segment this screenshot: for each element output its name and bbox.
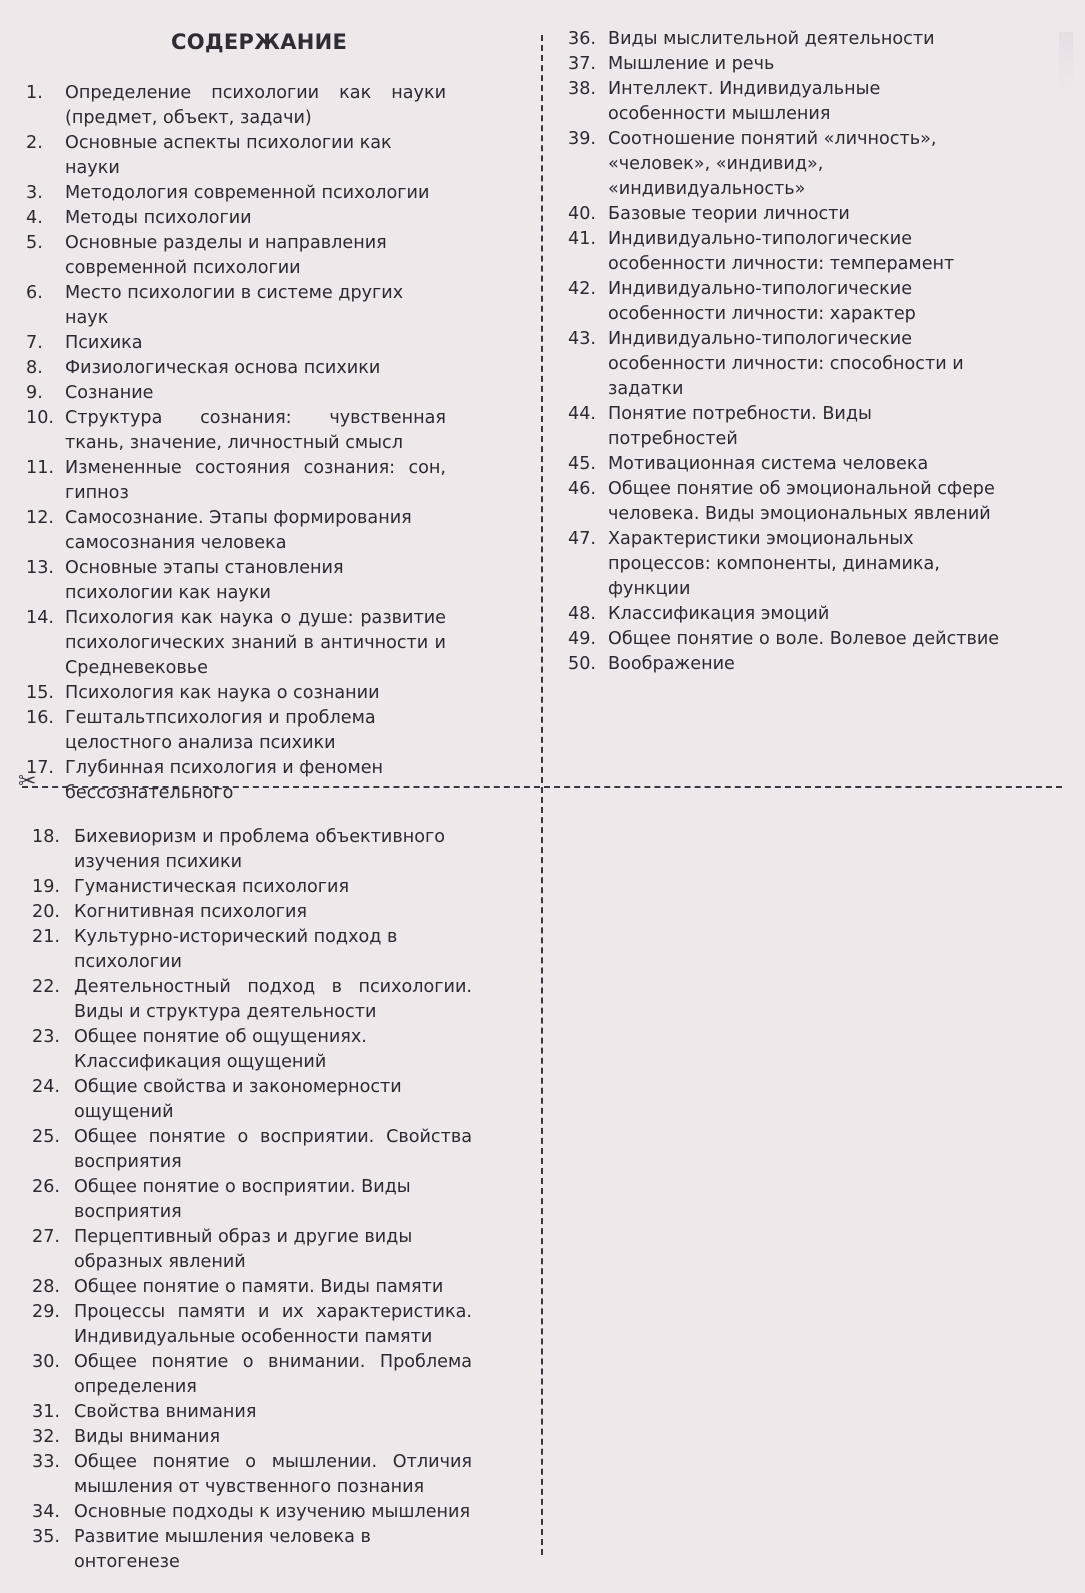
- toc-item-title: Виды мыслительной деятельности: [608, 29, 935, 49]
- toc-item: [26, 356, 446, 381]
- toc-item-number: 44.: [568, 404, 596, 424]
- toc-item-number: 47.: [568, 529, 596, 549]
- toc-item-number: 25.: [32, 1127, 60, 1147]
- toc-item: [32, 975, 472, 1025]
- toc-item-title: Основные подходы к изучению мышления: [74, 1502, 471, 1522]
- toc-item-title: Структура сознания: чувственная ткань, значение, личностный смысл: [65, 408, 446, 453]
- toc-item: [568, 77, 1000, 127]
- toc-item-number: 14.: [26, 608, 54, 628]
- toc-item-title: Основные разделы и направления современной психологии: [65, 233, 387, 278]
- toc-item-title: Гештальтпсихология и проблема целостного анализа психики: [65, 708, 376, 753]
- toc-item-number: 33.: [32, 1452, 60, 1472]
- toc-item-title: Основные этапы становления психологии как науки: [65, 558, 344, 603]
- toc-item-title: Понятие потребности. Виды потребностей: [608, 404, 872, 449]
- toc-item-title: Методология современной психологии: [65, 183, 430, 203]
- toc-item: [26, 756, 446, 806]
- toc-item-number: 37.: [568, 54, 596, 74]
- toc-item: [568, 652, 1000, 677]
- toc-item: [32, 1300, 472, 1350]
- toc-item: [26, 206, 446, 231]
- scissors-icon: ✂: [18, 769, 37, 794]
- toc-item: [32, 1025, 472, 1075]
- toc-item-number: 7.: [26, 333, 43, 353]
- toc-item-number: 4.: [26, 208, 43, 228]
- toc-item-title: Психика: [65, 333, 143, 353]
- toc-item: [26, 331, 446, 356]
- toc-item-title: Развитие мышления человека в онтогенезе: [74, 1527, 371, 1572]
- toc-item: [568, 327, 1000, 402]
- toc-item: [32, 900, 472, 925]
- toc-item: [32, 1400, 472, 1425]
- toc-item: [32, 1225, 472, 1275]
- toc-item: [568, 452, 1000, 477]
- toc-item-title: Измененные состояния сознания: сон, гипноз: [65, 458, 446, 503]
- toc-item-number: 31.: [32, 1402, 60, 1422]
- toc-list-top-right: [568, 27, 1000, 677]
- toc-item-number: 8.: [26, 358, 43, 378]
- toc-item-title: Методы психологии: [65, 208, 252, 228]
- toc-item-number: 43.: [568, 329, 596, 349]
- toc-item-number: 1.: [26, 83, 43, 103]
- toc-item-number: 13.: [26, 558, 54, 578]
- toc-item: [26, 606, 446, 681]
- toc-item: [26, 231, 446, 281]
- toc-item: [26, 131, 446, 181]
- toc-item-title: Общее понятие о восприятии. Виды восприятия: [74, 1177, 411, 1222]
- toc-item-number: 19.: [32, 877, 60, 897]
- toc-item-number: 41.: [568, 229, 596, 249]
- toc-item: [26, 281, 446, 331]
- toc-item-number: 32.: [32, 1427, 60, 1447]
- toc-item-title: Общее понятие о мышлении. Отличия мышления от чувственного познания: [74, 1452, 472, 1497]
- toc-item: [26, 181, 446, 206]
- toc-item-title: Интеллект. Индивидуальные особенности мышления: [608, 79, 881, 124]
- toc-item-number: 6.: [26, 283, 43, 303]
- toc-item: [568, 477, 1000, 527]
- toc-item-number: 20.: [32, 902, 60, 922]
- toc-item-title: Глубинная психология и феномен бессознательного: [65, 758, 384, 803]
- toc-item-title: Общее понятие об эмоциональной сфере человека. Виды эмоциональных явлений: [608, 479, 995, 524]
- toc-item: [568, 27, 1000, 52]
- paper-smudge: [1059, 32, 1073, 92]
- toc-item-number: 42.: [568, 279, 596, 299]
- toc-list-bottom-left: [32, 825, 472, 1575]
- toc-item: [26, 456, 446, 506]
- toc-item-number: 29.: [32, 1302, 60, 1322]
- toc-item: [26, 506, 446, 556]
- toc-item-title: Деятельностный подход в психологии. Виды и структура деятельности: [74, 977, 472, 1022]
- toc-item-title: Сознание: [65, 383, 154, 403]
- toc-item-title: Психология как наука о душе: развитие психологических знаний в античности и Средневековье: [65, 608, 446, 678]
- toc-item-number: 46.: [568, 479, 596, 499]
- toc-item-title: Индивидуально-типологические особенности личности: характер: [608, 279, 916, 324]
- vertical-cut-line: [541, 35, 543, 1555]
- toc-item-number: 36.: [568, 29, 596, 49]
- toc-item-title: Свойства внимания: [74, 1402, 257, 1422]
- toc-item: [568, 602, 1000, 627]
- toc-item-title: Гуманистическая психология: [74, 877, 350, 897]
- toc-item: [26, 81, 446, 131]
- toc-item-title: Мотивационная система человека: [608, 454, 929, 474]
- toc-item-number: 26.: [32, 1177, 60, 1197]
- toc-item-title: Базовые теории личности: [608, 204, 850, 224]
- toc-item: [32, 1500, 472, 1525]
- toc-item-title: Определение психологии как науки (предмет, объект, задачи): [65, 83, 446, 128]
- toc-item-title: Общие свойства и закономерности ощущений: [74, 1077, 402, 1122]
- toc-item-number: 12.: [26, 508, 54, 528]
- toc-item-number: 38.: [568, 79, 596, 99]
- toc-item: [26, 381, 446, 406]
- toc-item: [32, 1175, 472, 1225]
- toc-item-number: 48.: [568, 604, 596, 624]
- toc-item: [568, 527, 1000, 602]
- toc-item-number: 40.: [568, 204, 596, 224]
- toc-item-number: 30.: [32, 1352, 60, 1372]
- toc-item: [26, 681, 446, 706]
- toc-item: [568, 52, 1000, 77]
- toc-item-title: Самосознание. Этапы формирования самосознания человека: [65, 508, 412, 553]
- toc-item: [26, 706, 446, 756]
- toc-item: [32, 925, 472, 975]
- toc-item-number: 22.: [32, 977, 60, 997]
- toc-item: [568, 227, 1000, 277]
- toc-item-title: Характеристики эмоциональных процессов: компоненты, динамика, функции: [608, 529, 940, 599]
- toc-item-title: Общее понятие о воле. Волевое действие: [608, 629, 1000, 649]
- toc-item: [32, 1075, 472, 1125]
- toc-item-title: Общее понятие о памяти. Виды памяти: [74, 1277, 444, 1297]
- toc-item-number: 27.: [32, 1227, 60, 1247]
- toc-item-title: Перцептивный образ и другие виды образных явлений: [74, 1227, 413, 1272]
- toc-item: [26, 406, 446, 456]
- toc-item-title: Общее понятие об ощущениях. Классификация ощущений: [74, 1027, 367, 1072]
- toc-item-number: 34.: [32, 1502, 60, 1522]
- toc-item: [32, 1125, 472, 1175]
- toc-item-number: 16.: [26, 708, 54, 728]
- toc-item-title: Общее понятие о восприятии. Свойства восприятия: [74, 1127, 472, 1172]
- toc-item-title: Мышление и речь: [608, 54, 775, 74]
- toc-item-number: 10.: [26, 408, 54, 428]
- toc-item-number: 50.: [568, 654, 596, 674]
- toc-item-title: Индивидуально-типологические особенности личности: способности и задатки: [608, 329, 964, 399]
- toc-item-title: Место психологии в системе других наук: [65, 283, 404, 328]
- toc-item-title: Классификация эмоций: [608, 604, 830, 624]
- toc-item: [32, 1275, 472, 1300]
- toc-item-title: Соотношение понятий «личность», «человек», «индивид», «индивидуальность»: [608, 129, 937, 199]
- toc-item: [32, 875, 472, 900]
- toc-item-title: Психология как наука о сознании: [65, 683, 380, 703]
- toc-item-number: 21.: [32, 927, 60, 947]
- page-title: СОДЕРЖАНИЕ: [171, 30, 348, 54]
- toc-item-number: 28.: [32, 1277, 60, 1297]
- toc-item-title: Индивидуально-типологические особенности личности: темперамент: [608, 229, 955, 274]
- toc-item-title: Общее понятие о внимании. Проблема определения: [74, 1352, 472, 1397]
- toc-item: [32, 1450, 472, 1500]
- toc-item-number: 9.: [26, 383, 43, 403]
- toc-item-number: 23.: [32, 1027, 60, 1047]
- toc-item: [32, 1425, 472, 1450]
- toc-item-number: 11.: [26, 458, 54, 478]
- toc-item-number: 49.: [568, 629, 596, 649]
- toc-item: [32, 1350, 472, 1400]
- toc-item: [32, 1525, 472, 1575]
- toc-item: [32, 825, 472, 875]
- toc-item-number: 35.: [32, 1527, 60, 1547]
- toc-item-title: Основные аспекты психологии как науки: [65, 133, 392, 178]
- toc-item: [568, 627, 1000, 652]
- toc-item-title: Воображение: [608, 654, 735, 674]
- toc-item-number: 17.: [26, 758, 54, 778]
- toc-item-title: Когнитивная психология: [74, 902, 308, 922]
- toc-list-top-left: [26, 81, 446, 806]
- toc-item: [568, 127, 1000, 202]
- toc-item-title: Процессы памяти и их характеристика. Индивидуальные особенности памяти: [74, 1302, 472, 1347]
- horizontal-cut-line: [22, 786, 1062, 788]
- toc-item-number: 5.: [26, 233, 43, 253]
- toc-item: [568, 202, 1000, 227]
- toc-item: [568, 402, 1000, 452]
- toc-item-number: 24.: [32, 1077, 60, 1097]
- toc-item-title: Виды внимания: [74, 1427, 221, 1447]
- toc-item-number: 18.: [32, 827, 60, 847]
- toc-item-title: Бихевиоризм и проблема объективного изучения психики: [74, 827, 445, 872]
- toc-item-number: 15.: [26, 683, 54, 703]
- toc-item-number: 45.: [568, 454, 596, 474]
- toc-item: [26, 556, 446, 606]
- toc-item-number: 39.: [568, 129, 596, 149]
- toc-item-title: Физиологическая основа психики: [65, 358, 381, 378]
- toc-item: [568, 277, 1000, 327]
- toc-item-title: Культурно-исторический подход в психологии: [74, 927, 398, 972]
- toc-item-number: 3.: [26, 183, 43, 203]
- toc-item-number: 2.: [26, 133, 43, 153]
